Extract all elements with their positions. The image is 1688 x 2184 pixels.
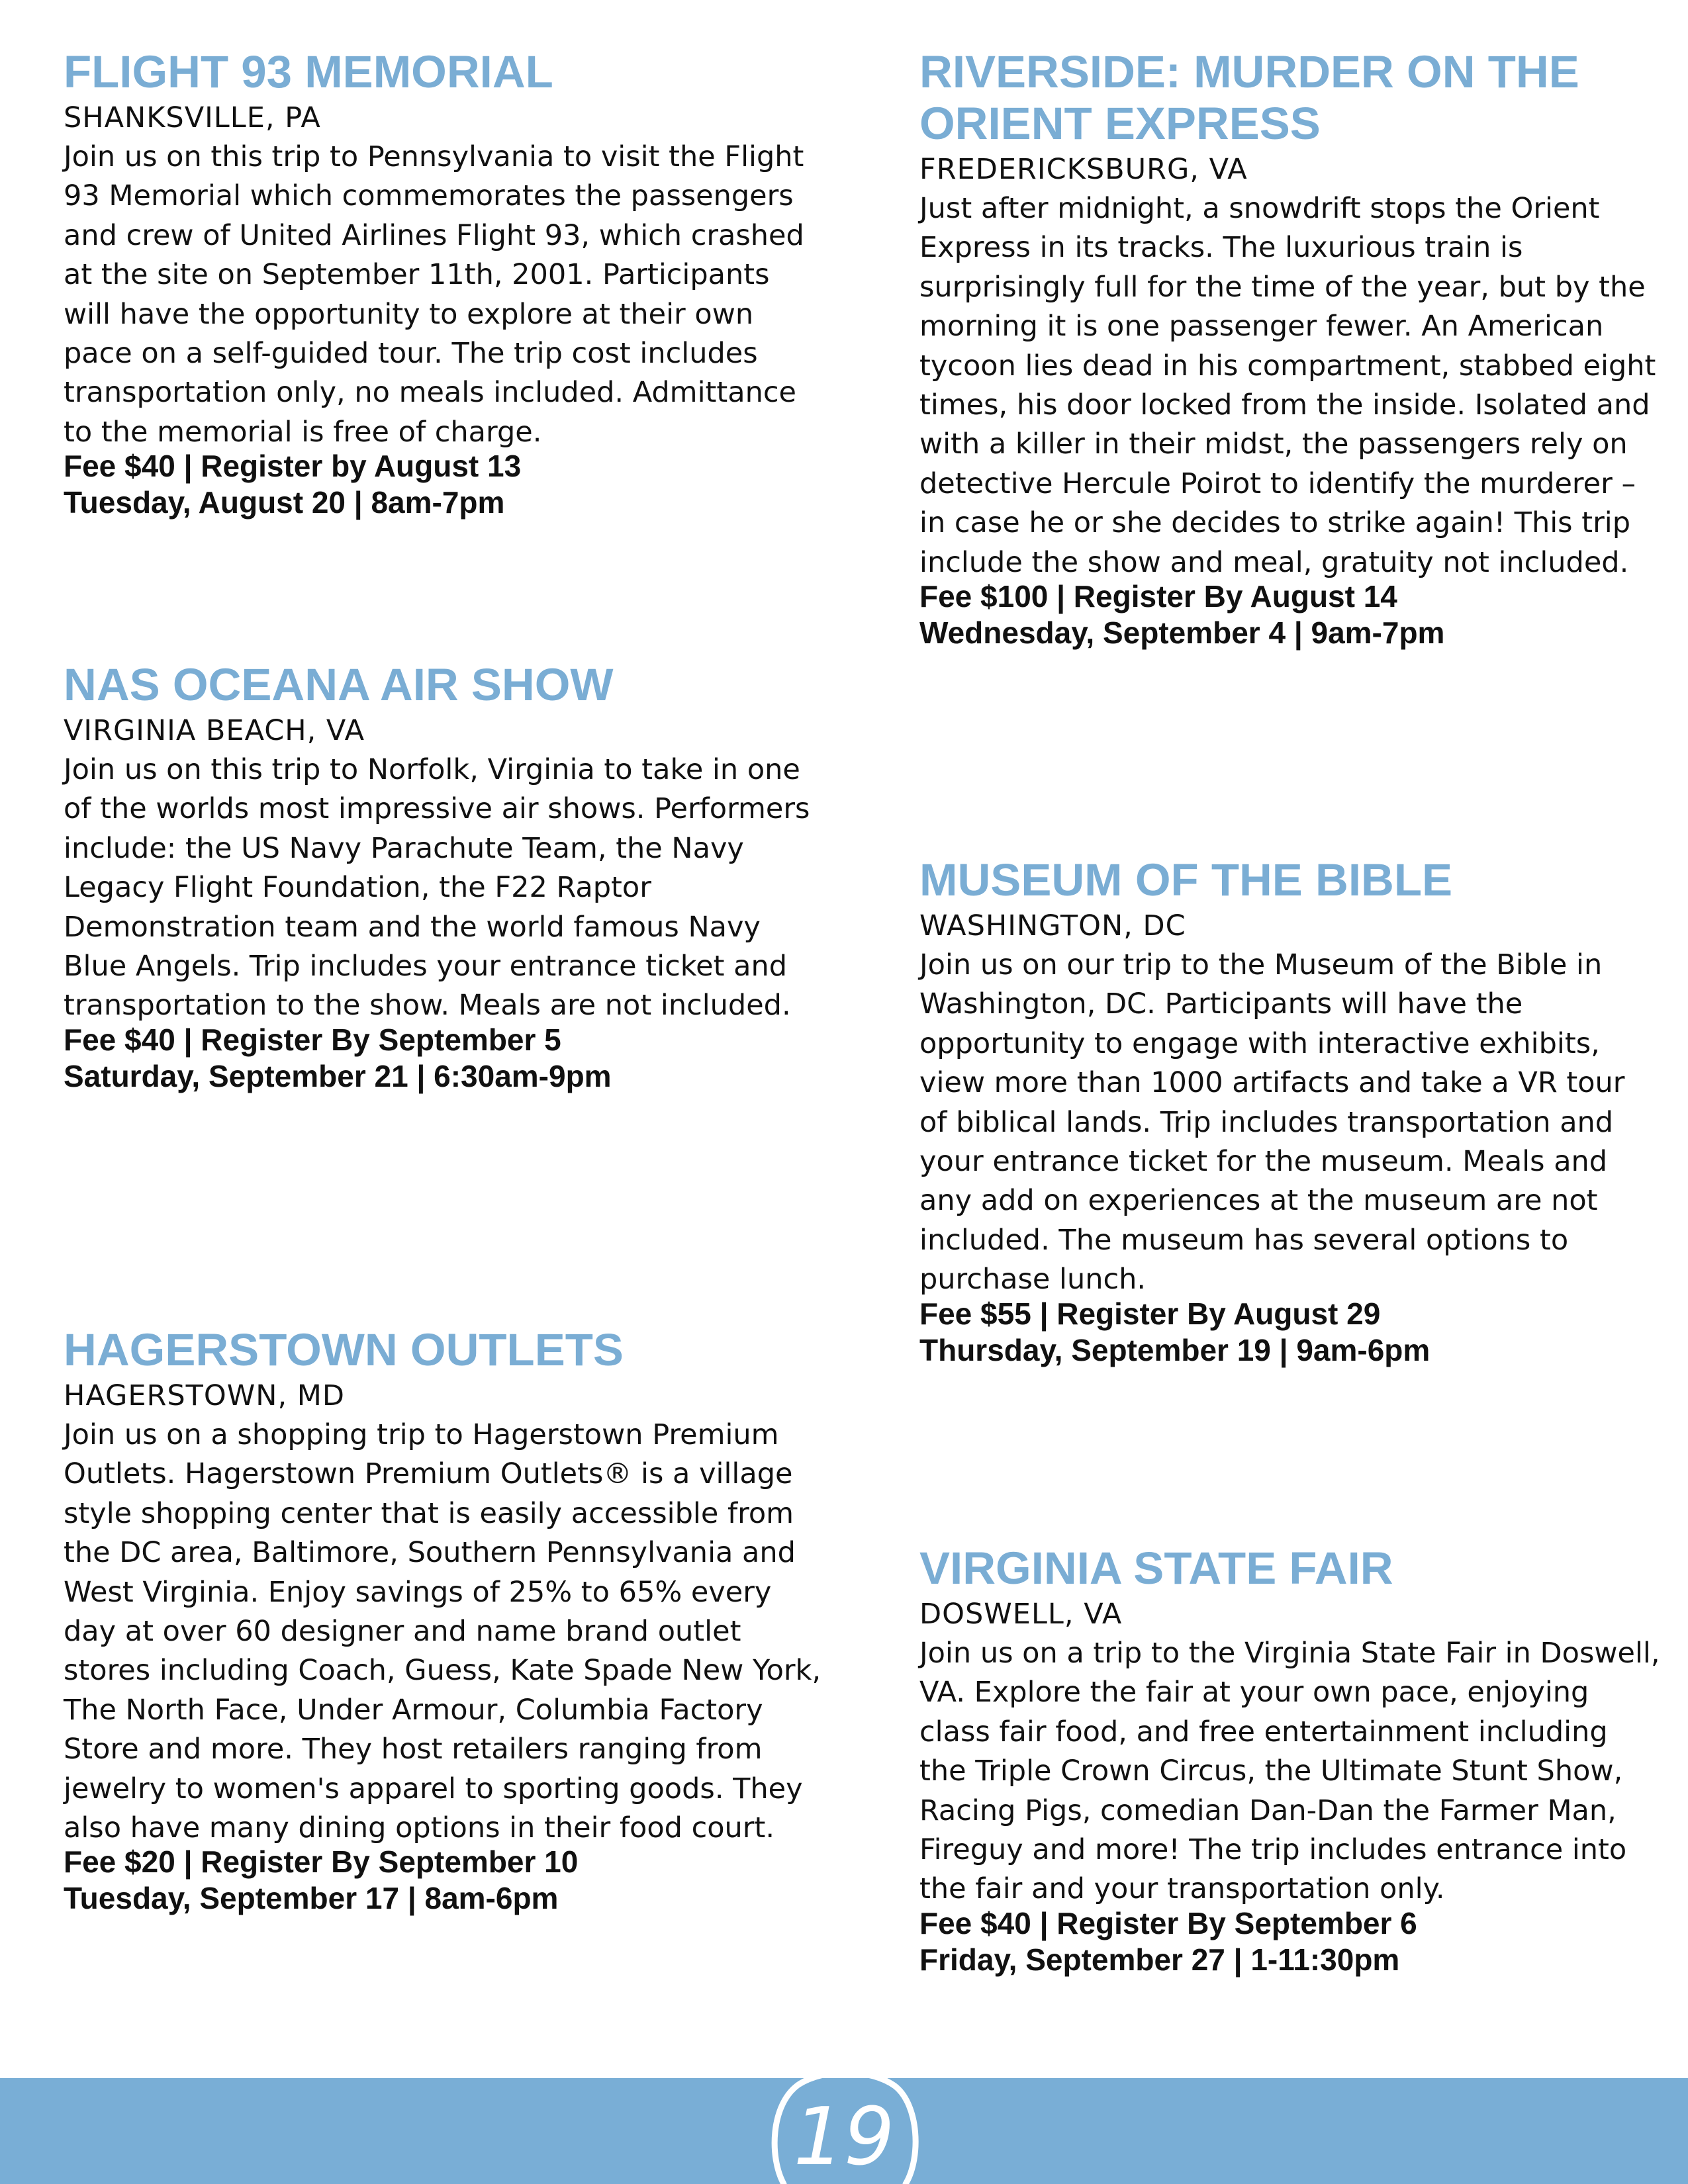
trip-nas-oceana-air-show bbox=[64, 659, 825, 1095]
trip-fee: Fee $55 | Register By August 29 bbox=[919, 1296, 1381, 1331]
trip-fee: Fee $40 | Register by August 13 bbox=[64, 449, 522, 484]
trip-description: Join us on our trip to the Museum of the Bible in Washington, DC. Participants will have the opportunity to engage with interactive exhibits, view more than 1000 artifacts and take a VR tour of biblical lands. Trip includes transportation and your entrance ticket for the museum. Meals and any add on experiences at the museum are not included. The museum has several options to purchase lunch. bbox=[919, 948, 1625, 1297]
trip-fee: Fee $100 | Register By August 14 bbox=[919, 579, 1397, 614]
trip-fee: Fee $40 | Register By September 6 bbox=[919, 1905, 1417, 1940]
trip-location: FREDERICKSBURG, VA bbox=[919, 153, 1248, 186]
page-number-badge bbox=[765, 2065, 923, 2184]
trip-description: Join us on a trip to the Virginia State Fair in Doswell, VA. Explore the fair at your own pace, enjoying class fair food, and free entertainment including the Triple Crown Circus, the Ultimate Stunt Show, Racing Pigs, comedian Dan-Dan the Farmer Man, Fireguy and more! The trip includes entrance into the fair and your transportation only. bbox=[919, 1637, 1660, 1906]
page-number: 19 bbox=[793, 2091, 895, 2183]
trip-museum-of-the-bible bbox=[919, 854, 1661, 1369]
trip-date: Tuesday, August 20 | 8am-7pm bbox=[64, 485, 505, 520]
trip-title: HAGERSTOWN OUTLETS bbox=[64, 1324, 624, 1375]
trip-virginia-state-fair bbox=[919, 1543, 1661, 1978]
trip-date: Wednesday, September 4 | 9am-7pm bbox=[919, 615, 1445, 651]
trip-location: HAGERSTOWN, MD bbox=[64, 1379, 345, 1412]
trip-date: Friday, September 27 | 1-11:30pm bbox=[919, 1942, 1400, 1977]
trip-description: Join us on a shopping trip to Hagerstown Premium Outlets. Hagerstown Premium Outlets® is a village style shopping center that is easily accessible from the DC area, Baltimore, Southern Pennsylvania and West Virginia. Enjoy savings of 25% to 65% every day at over 60 designer and name brand outlet stores including Coach, Guess, Kate Spade New York, The North Face, Under Armour, Columbia Factory Store and more. They host retailers ranging from jewelry to women's apparel to sporting goods. They also have many dining options in their food court. bbox=[64, 1418, 821, 1845]
trip-date: Tuesday, September 17 | 8am-6pm bbox=[64, 1881, 559, 1916]
trip-riverside-orient-express bbox=[919, 46, 1661, 651]
trip-location: WASHINGTON, DC bbox=[919, 909, 1186, 942]
trip-location: VIRGINIA BEACH, VA bbox=[64, 714, 365, 747]
trip-hagerstown-outlets bbox=[64, 1324, 825, 1917]
trip-description: Join us on this trip to Norfolk, Virginia to take in one of the worlds most impressive air shows. Performers include: the US Navy Parachute Team, the Navy Legacy Flight Foundation, the F22 Raptor Demonstration team and the world famous Navy Blue Angels. Trip includes your entrance ticket and transportation to the show. Meals are not included. bbox=[64, 753, 810, 1023]
trip-title: FLIGHT 93 MEMORIAL bbox=[64, 46, 553, 97]
trip-title: VIRGINIA STATE FAIR bbox=[919, 1543, 1393, 1594]
trip-fee: Fee $40 | Register By September 5 bbox=[64, 1022, 561, 1057]
trip-title: RIVERSIDE: MURDER ON THE ORIENT EXPRESS bbox=[919, 46, 1579, 149]
trip-location: SHANKSVILLE, PA bbox=[64, 101, 321, 134]
trip-title: MUSEUM OF THE BIBLE bbox=[919, 854, 1452, 905]
trip-date: Saturday, September 21 | 6:30am-9pm bbox=[64, 1058, 612, 1093]
trip-title: NAS OCEANA AIR SHOW bbox=[64, 659, 614, 710]
trip-date: Thursday, September 19 | 9am-6pm bbox=[919, 1332, 1430, 1367]
trip-location: DOSWELL, VA bbox=[919, 1598, 1123, 1631]
trip-flight-93-memorial bbox=[64, 46, 825, 521]
trip-fee: Fee $20 | Register By September 10 bbox=[64, 1844, 579, 1880]
trip-description: Just after midnight, a snowdrift stops the Orient Express in its tracks. The luxurious train is surprisingly full for the time of the year, but by the morning it is one passenger fewer. An American tycoon lies dead in his compartment, stabbed eight times, his door locked from the inside. Isolated and with a killer in their midst, the passengers rely on detective Hercule Poirot to identify the murderer – in case he or she decides to strike again! This trip include the show and meal, gratuity not included. bbox=[919, 192, 1656, 579]
trip-description: Join us on this trip to Pennsylvania to visit the Flight 93 Memorial which commemorates the passengers and crew of United Airlines Flight 93, which crashed at the site on September 11th, 2001. Participants will have the opportunity to explore at their own pace on a self-guided tour. The trip cost includes transportation only, no meals included. Admittance to the memorial is free of charge. bbox=[64, 140, 804, 449]
